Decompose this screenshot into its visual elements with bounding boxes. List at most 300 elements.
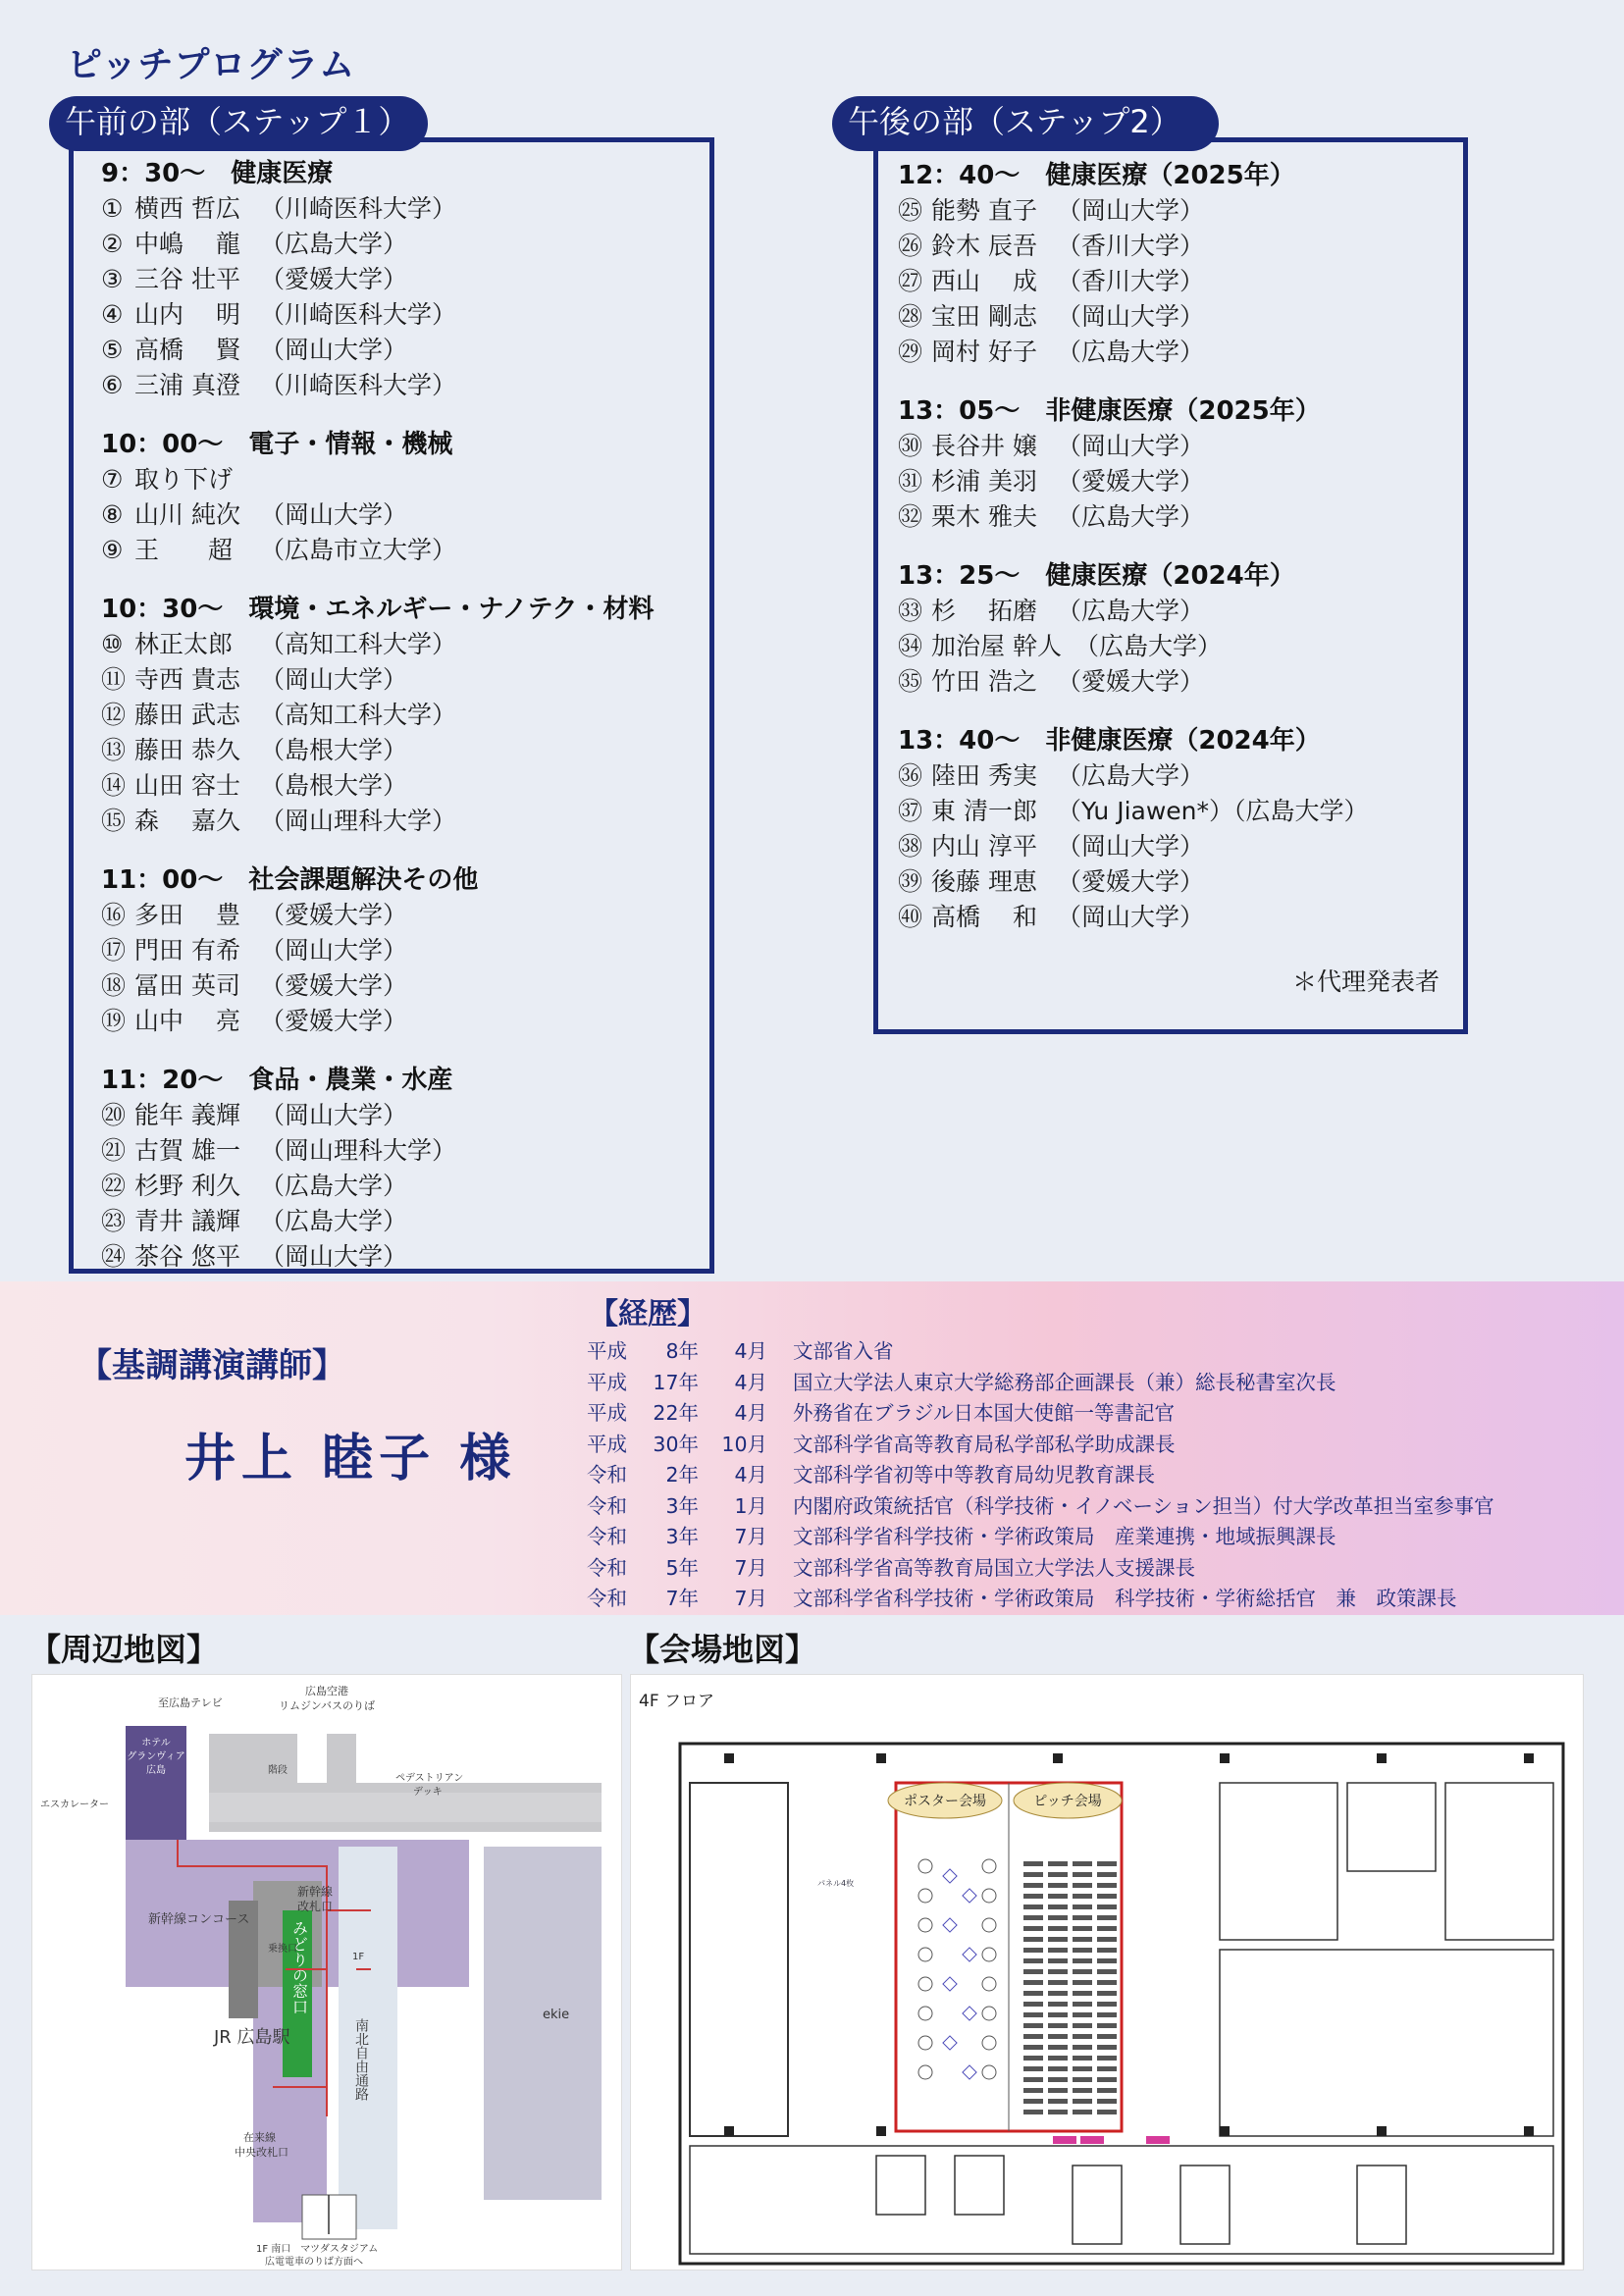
svg-text:改札口: 改札口 — [297, 1900, 334, 1913]
session-heading: 12：40～ 健康医療（2025年） — [898, 161, 1295, 190]
presenter-entry — [101, 297, 700, 333]
presenter-entry — [101, 768, 700, 804]
presenter-affiliation: （岡山大学） — [1057, 302, 1205, 331]
seat-mark — [1073, 1905, 1092, 1909]
seat-mark — [1048, 2023, 1068, 2028]
presenter-name: 多田 豊 — [134, 901, 240, 929]
presenter-name: 山川 純次 — [134, 500, 240, 529]
seat-mark — [1048, 1937, 1068, 1942]
presenter-number: ⑩ — [101, 630, 124, 658]
career-year: 3年 — [665, 1525, 699, 1548]
seat-mark — [1023, 1969, 1043, 1974]
svg-text:ピッチ会場: ピッチ会場 — [1033, 1794, 1102, 1809]
presenter-entry — [898, 758, 1453, 794]
seat-mark — [1048, 1915, 1068, 1920]
presenter-entry — [898, 335, 1453, 370]
presenter-affiliation: （岡山理科大学） — [260, 1136, 457, 1165]
career-era: 令和 — [587, 1463, 627, 1487]
seat-mark — [1097, 1905, 1117, 1909]
presenter-number: ⑨ — [101, 536, 124, 564]
presenter-entry — [101, 627, 700, 662]
presenter-name: 長谷井 嬢 — [931, 432, 1037, 460]
career-label: 【経歴】 — [589, 1297, 707, 1331]
svg-text:4F フロア: 4F フロア — [639, 1692, 714, 1711]
am-program-panel — [69, 137, 714, 1274]
presenter-number: ⑦ — [101, 465, 124, 494]
presenter-number: ㊱ — [898, 761, 923, 790]
career-month: 4月 — [734, 1370, 767, 1394]
presenter-affiliation: （広島大学） — [1074, 632, 1223, 660]
seat-mark — [1048, 2099, 1068, 2104]
presenter-entry — [101, 662, 700, 698]
svg-text:ペデストリアン: ペデストリアン — [395, 1773, 464, 1784]
career-list — [587, 1336, 1494, 1615]
seat-mark — [1023, 1980, 1043, 1985]
presenter-entry — [101, 698, 700, 733]
presenter-name: 東 清一郎 — [931, 797, 1037, 825]
am-session — [101, 1063, 700, 1275]
career-text: 文部科学省初等中等教育局幼児教育課長 — [793, 1463, 1155, 1487]
seat-mark — [1048, 1980, 1068, 1985]
pm-session — [898, 393, 1453, 535]
presenter-name: 横西 哲広 — [134, 194, 240, 223]
seat-mark — [1048, 1948, 1068, 1953]
career-era: 令和 — [587, 1555, 627, 1580]
presenter-name: 藤田 恭久 — [134, 736, 240, 764]
presenter-name: 能勢 直子 — [931, 196, 1037, 225]
presenter-affiliation: （広島大学） — [260, 1172, 408, 1200]
presenter-affiliation: （Yu Jiawen*）（広島大学） — [1057, 797, 1369, 825]
presenter-affiliation: （岡山大学） — [1057, 903, 1205, 931]
presenter-name: 内山 淳平 — [931, 832, 1037, 861]
seat-mark — [1023, 1872, 1043, 1877]
presenter-number: ⑬ — [101, 736, 127, 764]
seat-mark — [1073, 1948, 1092, 1953]
seat-mark — [1097, 1937, 1117, 1942]
career-month: 10月 — [721, 1432, 767, 1456]
career-month: 4月 — [734, 1339, 767, 1363]
seat-mark — [1048, 2045, 1068, 2050]
keynote-speaker-name: 井上 睦子 様 — [184, 1430, 517, 1488]
presenter-entry — [898, 629, 1453, 664]
presenter-number: ㉝ — [898, 597, 923, 625]
presenter-entry — [101, 1098, 700, 1133]
seat-mark — [1048, 1861, 1068, 1866]
seat-mark — [1048, 1991, 1068, 1996]
presenter-affiliation: （広島大学） — [260, 230, 408, 258]
presenter-number: ⑧ — [101, 500, 124, 529]
seat-mark — [1048, 2056, 1068, 2061]
seat-mark — [1097, 1980, 1117, 1985]
svg-text:広島空港: 広島空港 — [305, 1685, 348, 1697]
presenter-name: 古賀 雄一 — [134, 1136, 240, 1165]
presenter-name: 後藤 理恵 — [931, 867, 1037, 896]
presenter-affiliation: （岡山大学） — [1057, 832, 1205, 861]
presenter-number: ㉛ — [898, 467, 923, 496]
career-era: 平成 — [587, 1432, 627, 1456]
presenter-name: 青井 議輝 — [134, 1207, 240, 1235]
seat-mark — [1097, 2110, 1117, 2114]
session-heading: 11：00～ 社会課題解決その他 — [101, 865, 479, 895]
keynote-label: 【基調講演講師】 — [79, 1346, 345, 1385]
svg-text:みどりの窓口: みどりの窓口 — [289, 1920, 309, 2014]
svg-text:グランヴィア: グランヴィア — [127, 1751, 185, 1762]
presenter-number: ⑪ — [101, 665, 127, 694]
seat-mark — [1073, 1861, 1092, 1866]
svg-text:乗換口: 乗換口 — [268, 1944, 297, 1955]
presenter-affiliation: （岡山大学） — [1057, 196, 1205, 225]
seat-mark — [1097, 2012, 1117, 2017]
presenter-affiliation: （愛媛大学） — [260, 971, 408, 1000]
presenter-entry — [898, 594, 1453, 629]
career-year: 5年 — [665, 1555, 699, 1580]
career-row — [587, 1430, 1494, 1461]
career-era: 平成 — [587, 1339, 627, 1363]
session-heading: 13：25～ 健康医療（2024年） — [898, 561, 1295, 591]
svg-text:広電電車のりば方面へ: 広電電車のりば方面へ — [265, 2257, 363, 2268]
presenter-name: 茶谷 悠平 — [134, 1242, 240, 1271]
seat-mark — [1023, 1991, 1043, 1996]
presenter-entry — [898, 900, 1453, 935]
presenter-affiliation: （香川大学） — [1057, 267, 1205, 295]
career-year: 7年 — [665, 1587, 699, 1610]
presenter-number: ⑰ — [101, 936, 127, 965]
presenter-number: ㉓ — [101, 1207, 127, 1235]
am-session — [101, 156, 700, 403]
presenter-affiliation: （香川大学） — [1057, 232, 1205, 260]
svg-text:新幹線: 新幹線 — [297, 1885, 334, 1899]
seat-mark — [1073, 2110, 1092, 2114]
presenter-number: ㉖ — [898, 232, 923, 260]
area-map-drawing — [32, 1675, 621, 2270]
presenter-name: 三谷 壮平 — [134, 265, 240, 293]
career-year: 30年 — [653, 1432, 699, 1456]
presenter-entry — [898, 664, 1453, 700]
seat-mark — [1097, 1991, 1117, 1996]
session-heading: 10：00～ 電子・情報・機械 — [101, 430, 453, 459]
svg-text:ekie: ekie — [543, 2008, 570, 2022]
presenter-entry — [101, 1204, 700, 1239]
presenter-name: 高橋 賢 — [134, 336, 240, 364]
session-heading: 11：20～ 食品・農業・水産 — [101, 1066, 453, 1095]
career-month: 1月 — [734, 1493, 767, 1518]
seat-mark — [1048, 1894, 1068, 1899]
pm-session — [898, 558, 1453, 700]
presenter-number: ⑱ — [101, 971, 127, 1000]
seat-mark — [1073, 1937, 1092, 1942]
presenter-number: ㉚ — [898, 432, 923, 460]
svg-text:パネル4枚: パネル4枚 — [817, 1879, 855, 1888]
presenter-affiliation: （岡山理科大学） — [260, 807, 457, 835]
seat-mark — [1073, 2023, 1092, 2028]
presenter-entry — [101, 804, 700, 839]
seat-mark — [1023, 2056, 1043, 2061]
presenter-entry — [898, 429, 1453, 464]
presenter-number: ㉔ — [101, 1242, 127, 1271]
presenter-number: ⑫ — [101, 701, 127, 729]
presenter-number: ㊴ — [898, 867, 923, 896]
am-session — [101, 862, 700, 1039]
presenter-name: 王 超 — [134, 536, 234, 564]
career-row — [587, 1336, 1494, 1368]
presenter-affiliation: （岡山大学） — [260, 336, 408, 364]
presenter-entry — [101, 968, 700, 1004]
seat-mark — [1073, 1894, 1092, 1899]
career-month: 7月 — [734, 1525, 767, 1548]
seat-mark — [1048, 2088, 1068, 2093]
presenter-number: ㉞ — [898, 632, 923, 660]
presenter-affiliation: （川崎医科大学） — [260, 371, 457, 399]
presenter-entry — [101, 898, 700, 933]
seat-mark — [1073, 1991, 1092, 1996]
presenter-number: ⑥ — [101, 371, 124, 399]
session-heading: 9：30～ 健康医療 — [101, 159, 334, 188]
svg-text:1F 南口 マツダスタジアム: 1F 南口 マツダスタジアム — [256, 2244, 379, 2255]
area-map — [31, 1674, 622, 2270]
presenter-entry — [898, 499, 1453, 535]
presenter-name: 寺西 貴志 — [134, 665, 240, 694]
presenter-name: 山中 亮 — [134, 1007, 240, 1035]
presenter-number: ㉙ — [898, 338, 923, 366]
presenter-affiliation: （川崎医科大学） — [260, 194, 457, 223]
seat-mark — [1048, 2012, 1068, 2017]
career-era: 平成 — [587, 1401, 627, 1425]
seat-mark — [1097, 1894, 1117, 1899]
presenter-affiliation: （岡山大学） — [260, 1101, 408, 1129]
session-heading: 13：05～ 非健康医療（2025年） — [898, 396, 1321, 426]
career-year: 22年 — [653, 1401, 699, 1425]
presenter-affiliation: （愛媛大学） — [1057, 867, 1205, 896]
presenter-number: ④ — [101, 300, 124, 329]
presenter-number: ⑤ — [101, 336, 124, 364]
presenter-name: 高橋 和 — [931, 903, 1037, 931]
presenter-name: 三浦 真澄 — [134, 371, 240, 399]
presenter-affiliation: （岡山大学） — [260, 1242, 408, 1271]
seat-mark — [1048, 2110, 1068, 2114]
svg-text:中央改札口: 中央改札口 — [235, 2146, 288, 2159]
career-text: 内閣府政策統括官（科学技術・イノベーション担当）付大学改革担当室参事官 — [793, 1493, 1494, 1518]
presenter-name: 中嶋 龍 — [134, 230, 240, 258]
seat-mark — [1048, 1872, 1068, 1877]
presenter-entry — [898, 829, 1453, 864]
presenter-number: ㉑ — [101, 1136, 127, 1165]
presenter-name: 取り下げ — [134, 465, 234, 494]
presenter-affiliation: （愛媛大学） — [1057, 467, 1205, 496]
presenter-number: ㊲ — [898, 797, 923, 825]
career-row — [587, 1398, 1494, 1430]
seat-mark — [1023, 2077, 1043, 2082]
seat-mark — [1097, 1872, 1117, 1877]
career-era: 令和 — [587, 1587, 627, 1610]
venue-map-drawing — [631, 1675, 1583, 2270]
presenter-name: 鈴木 辰吾 — [931, 232, 1037, 260]
pm-program-panel — [873, 137, 1468, 1034]
presenter-name: 冨田 英司 — [134, 971, 240, 1000]
presenter-entry — [101, 1004, 700, 1039]
presenter-number: ③ — [101, 265, 124, 293]
seat-mark — [1023, 2034, 1043, 2039]
seat-mark — [1097, 1926, 1117, 1931]
seat-mark — [1073, 2012, 1092, 2017]
presenter-affiliation: （広島大学） — [1057, 502, 1205, 531]
presenter-number: ① — [101, 194, 124, 223]
seat-mark — [1073, 1980, 1092, 1985]
seat-mark — [1023, 2099, 1043, 2104]
presenter-number: ㉕ — [898, 196, 923, 225]
presenter-entry — [101, 1239, 700, 1275]
presenter-entry — [101, 227, 700, 262]
presenter-entry — [898, 864, 1453, 900]
presenter-affiliation: （広島大学） — [1057, 761, 1205, 790]
career-text: 文部省入省 — [793, 1339, 894, 1363]
pm-session — [898, 723, 1453, 935]
seat-mark — [1023, 1948, 1043, 1953]
presenter-entry — [101, 191, 700, 227]
proxy-note: ＊代理発表者 — [1291, 967, 1440, 996]
svg-text:1F: 1F — [352, 1952, 365, 1962]
career-era: 平成 — [587, 1370, 627, 1394]
career-text: 文部科学省高等教育局国立大学法人支援課長 — [793, 1555, 1195, 1580]
presenter-number: ⑮ — [101, 807, 127, 835]
presenter-entry — [898, 299, 1453, 335]
seat-mark — [1097, 2045, 1117, 2050]
seat-mark — [1023, 1937, 1043, 1942]
svg-text:エスカレーター: エスカレーター — [40, 1800, 109, 1810]
career-year: 17年 — [653, 1370, 699, 1394]
career-row — [587, 1460, 1494, 1491]
presenter-name: 林正太郎 — [134, 630, 234, 658]
career-era: 令和 — [587, 1525, 627, 1548]
svg-text:ホテル: ホテル — [141, 1738, 171, 1748]
seat-mark — [1048, 1969, 1068, 1974]
presenter-name: 藤田 武志 — [134, 701, 240, 729]
presenter-entry — [101, 1133, 700, 1169]
seat-mark — [1073, 1958, 1092, 1963]
presenter-entry — [101, 333, 700, 368]
am-sessions — [101, 156, 700, 1298]
presenter-number: ② — [101, 230, 124, 258]
seat-mark — [1097, 2077, 1117, 2082]
seat-mark — [1097, 2002, 1117, 2007]
presenter-affiliation: （島根大学） — [260, 771, 408, 800]
presenter-number: ㊳ — [898, 832, 923, 861]
seat-mark — [1097, 2056, 1117, 2061]
presenter-affiliation: （広島大学） — [1057, 597, 1205, 625]
presenter-number: ⑯ — [101, 901, 127, 929]
seat-mark — [1097, 2066, 1117, 2071]
seat-mark — [1023, 1861, 1043, 1866]
presenter-name: 竹田 浩之 — [931, 667, 1037, 696]
seat-mark — [1097, 1958, 1117, 1963]
presenter-affiliation: （愛媛大学） — [260, 1007, 408, 1035]
presenter-entry — [898, 193, 1453, 229]
area-map-label: 【周辺地図】 — [29, 1631, 219, 1668]
pm-tab: 午後の部（ステップ2） — [832, 96, 1219, 151]
seat-mark — [1073, 2045, 1092, 2050]
career-month: 7月 — [734, 1555, 767, 1580]
presenter-number: ㊵ — [898, 903, 923, 931]
seat-mark — [1023, 2066, 1043, 2071]
presenter-name: 杉 拓磨 — [931, 597, 1037, 625]
svg-text:広島: 広島 — [146, 1765, 166, 1776]
presenter-name: 栗木 雅夫 — [931, 502, 1037, 531]
seat-mark — [1073, 1915, 1092, 1920]
svg-text:在来線: 在来線 — [243, 2131, 276, 2144]
presenter-affiliation: （広島市立大学） — [260, 536, 457, 564]
career-year: 3年 — [665, 1493, 699, 1518]
seat-mark — [1073, 2034, 1092, 2039]
svg-text:JR 広島駅: JR 広島駅 — [214, 2027, 290, 2048]
seat-mark — [1097, 1861, 1117, 1866]
presenter-affiliation: （岡山大学） — [260, 665, 408, 694]
presenter-number: ㉗ — [898, 267, 923, 295]
seat-mark — [1023, 1883, 1043, 1888]
seat-mark — [1073, 1883, 1092, 1888]
pm-session — [898, 158, 1453, 370]
seat-mark — [1073, 2002, 1092, 2007]
seat-mark — [1097, 2099, 1117, 2104]
presenter-number: ㉘ — [898, 302, 923, 331]
presenter-entry — [101, 933, 700, 968]
presenter-name: 陸田 秀実 — [931, 761, 1037, 790]
session-heading: 13：40～ 非健康医療（2024年） — [898, 726, 1321, 756]
career-month: 4月 — [734, 1463, 767, 1487]
presenter-number: ⑲ — [101, 1007, 127, 1035]
seat-mark — [1048, 2077, 1068, 2082]
svg-text:新幹線コンコース: 新幹線コンコース — [148, 1912, 250, 1927]
seat-mark — [1097, 2034, 1117, 2039]
presenter-entry — [101, 733, 700, 768]
presenter-entry — [101, 262, 700, 297]
presenter-number: ㉒ — [101, 1172, 127, 1200]
seat-mark — [1073, 2088, 1092, 2093]
career-text: 外務省在ブラジル日本国大使館一等書記官 — [793, 1401, 1175, 1425]
presenter-name: 宝田 剛志 — [931, 302, 1037, 331]
am-session — [101, 592, 700, 839]
career-month: 4月 — [734, 1401, 767, 1425]
career-row — [587, 1553, 1494, 1585]
career-year: 8年 — [665, 1339, 699, 1363]
svg-text:ポスター会場: ポスター会場 — [904, 1794, 986, 1809]
presenter-name: 門田 有希 — [134, 936, 240, 965]
presenter-entry — [101, 462, 700, 497]
presenter-number: ⑳ — [101, 1101, 127, 1129]
seat-mark — [1023, 2088, 1043, 2093]
seat-mark — [1097, 1915, 1117, 1920]
career-era: 令和 — [587, 1493, 627, 1518]
presenter-entry — [101, 533, 700, 568]
career-row — [587, 1491, 1494, 1523]
svg-text:至広島テレビ: 至広島テレビ — [158, 1696, 223, 1709]
seat-mark — [1073, 2099, 1092, 2104]
seat-mark — [1097, 1948, 1117, 1953]
career-month: 7月 — [734, 1587, 767, 1610]
presenter-name: 加治屋 幹人 — [931, 632, 1062, 660]
pm-sessions — [898, 158, 1453, 959]
presenter-affiliation: （愛媛大学） — [260, 265, 408, 293]
presenter-name: 山内 明 — [134, 300, 240, 329]
presenter-entry — [898, 464, 1453, 499]
am-tab: 午前の部（ステップ１） — [49, 96, 428, 151]
presenter-affiliation: （岡山大学） — [260, 936, 408, 965]
presenter-number: ⑭ — [101, 771, 127, 800]
seat-mark — [1023, 2002, 1043, 2007]
seat-mark — [1073, 1872, 1092, 1877]
seat-mark — [1023, 2045, 1043, 2050]
seat-mark — [1023, 1915, 1043, 1920]
seat-mark — [1048, 2066, 1068, 2071]
career-row — [587, 1584, 1494, 1615]
